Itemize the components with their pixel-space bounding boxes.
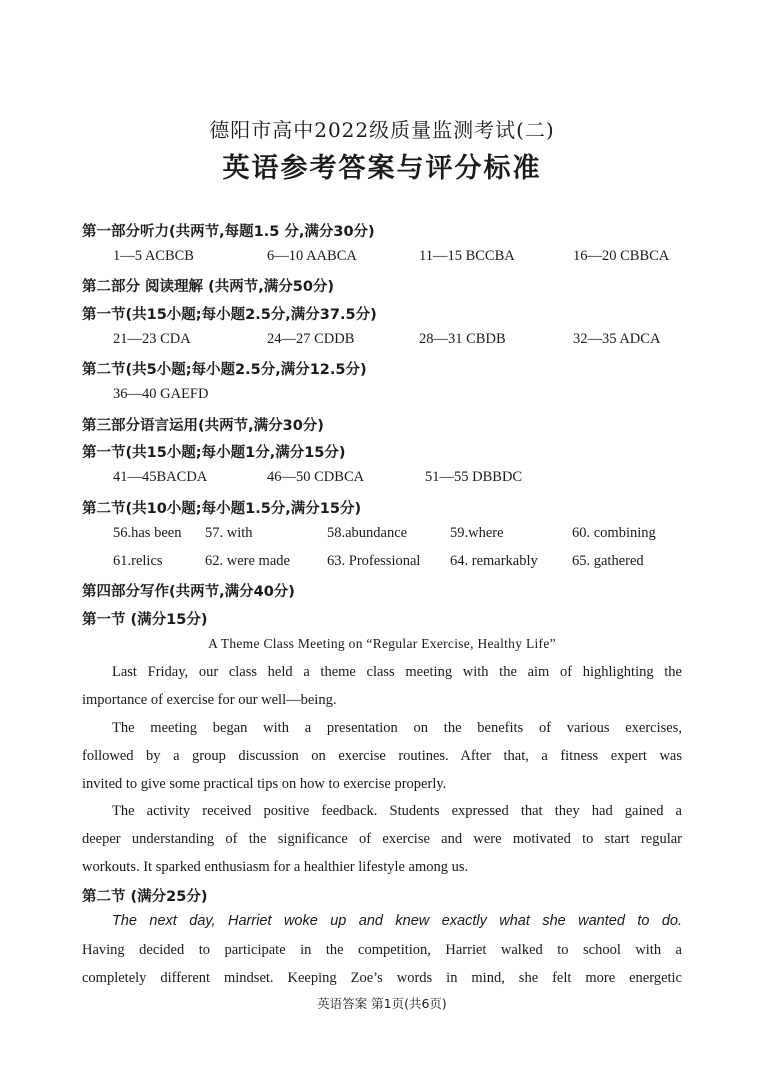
story-line: Having decided to participate in the competition, Harriet walked to school with a: [82, 942, 682, 958]
answer-group: 36—40 GAEFD: [113, 386, 209, 402]
essay-line: deeper understanding of the significance of exercise and were motivated to start regular: [82, 831, 682, 847]
part4-heading: 第四部分写作(共两节,满分40分): [82, 584, 295, 600]
part2-heading: 第二部分 阅读理解 (共两节,满分50分): [82, 279, 335, 295]
part4-section2-heading: 第二节 (满分25分): [82, 889, 208, 905]
answer-item: 58.abundance: [327, 525, 408, 541]
answer-item: 65. gathered: [572, 553, 644, 569]
part2-section1-heading: 第一节(共15小题;每小题2.5分,满分37.5分): [82, 307, 377, 323]
answer-item: 63. Professional: [327, 553, 421, 569]
answer-item: 56.has been: [113, 525, 182, 541]
answer-item: 60. combining: [572, 525, 656, 541]
part3-section1-heading: 第一节(共15小题;每小题1分,满分15分): [82, 445, 346, 461]
answer-item: 57. with: [205, 525, 253, 541]
exam-title: 德阳市高中2022级质量监测考试(二): [209, 118, 555, 142]
answer-item: 59.where: [450, 525, 504, 541]
answer-group: 1—5 ACBCB: [113, 248, 194, 264]
answer-group: 32—35 ADCA: [573, 331, 661, 347]
document-subtitle: 英语参考答案与评分标准: [222, 153, 542, 184]
story-opening-line: The next day, Harriet woke up and knew exactly what she wanted to do.: [112, 913, 682, 929]
part2-section2-heading: 第二节(共5小题;每小题2.5分,满分12.5分): [82, 362, 367, 378]
part3-heading: 第三部分语言运用(共两节,满分30分): [82, 418, 324, 434]
answer-group: 21—23 CDA: [113, 331, 191, 347]
answer-group: 11—15 BCCBA: [419, 248, 515, 264]
part3-section2-heading: 第二节(共10小题;每小题1.5分,满分15分): [82, 501, 362, 517]
answer-item: 64. remarkably: [450, 553, 538, 569]
answer-item: 62. were made: [205, 553, 290, 569]
answer-group: 51—55 DBBDC: [425, 469, 523, 485]
essay-line: The activity received positive feedback. Students expressed that they had gained a: [112, 803, 682, 819]
story-line: completely different mindset. Keeping Zoe’s words in mind, she felt more energetic: [82, 970, 682, 986]
answer-group: 41—45BACDA: [113, 469, 208, 485]
essay-line: Last Friday, our class held a theme class meeting with the aim of highlighting the: [112, 664, 682, 680]
essay-title: A Theme Class Meeting on “Regular Exercise, Healthy Life”: [208, 636, 556, 651]
page-footer: 英语答案 第1页(共6页): [317, 996, 447, 1011]
part1-heading: 第一部分听力(共两节,每题1.5 分,满分30分): [82, 224, 375, 240]
part4-section1-heading: 第一节 (满分15分): [82, 612, 208, 628]
essay-line: invited to give some practical tips on how to exercise properly.: [82, 776, 447, 792]
essay-line: importance of exercise for our well—being.: [82, 692, 337, 708]
answer-group: 28—31 CBDB: [419, 331, 506, 347]
essay-line: followed by a group discussion on exercise routines. After that, a fitness expert was: [82, 748, 682, 764]
answer-group: 16—20 CBBCA: [573, 248, 670, 264]
answer-group: 6—10 AABCA: [267, 248, 357, 264]
answer-group: 24—27 CDDB: [267, 331, 355, 347]
answer-item: 61.relics: [113, 553, 163, 569]
answer-group: 46—50 CDBCA: [267, 469, 365, 485]
essay-line: The meeting began with a presentation on the benefits of various exercises,: [112, 720, 682, 736]
essay-line: workouts. It sparked enthusiasm for a healthier lifestyle among us.: [82, 859, 469, 875]
